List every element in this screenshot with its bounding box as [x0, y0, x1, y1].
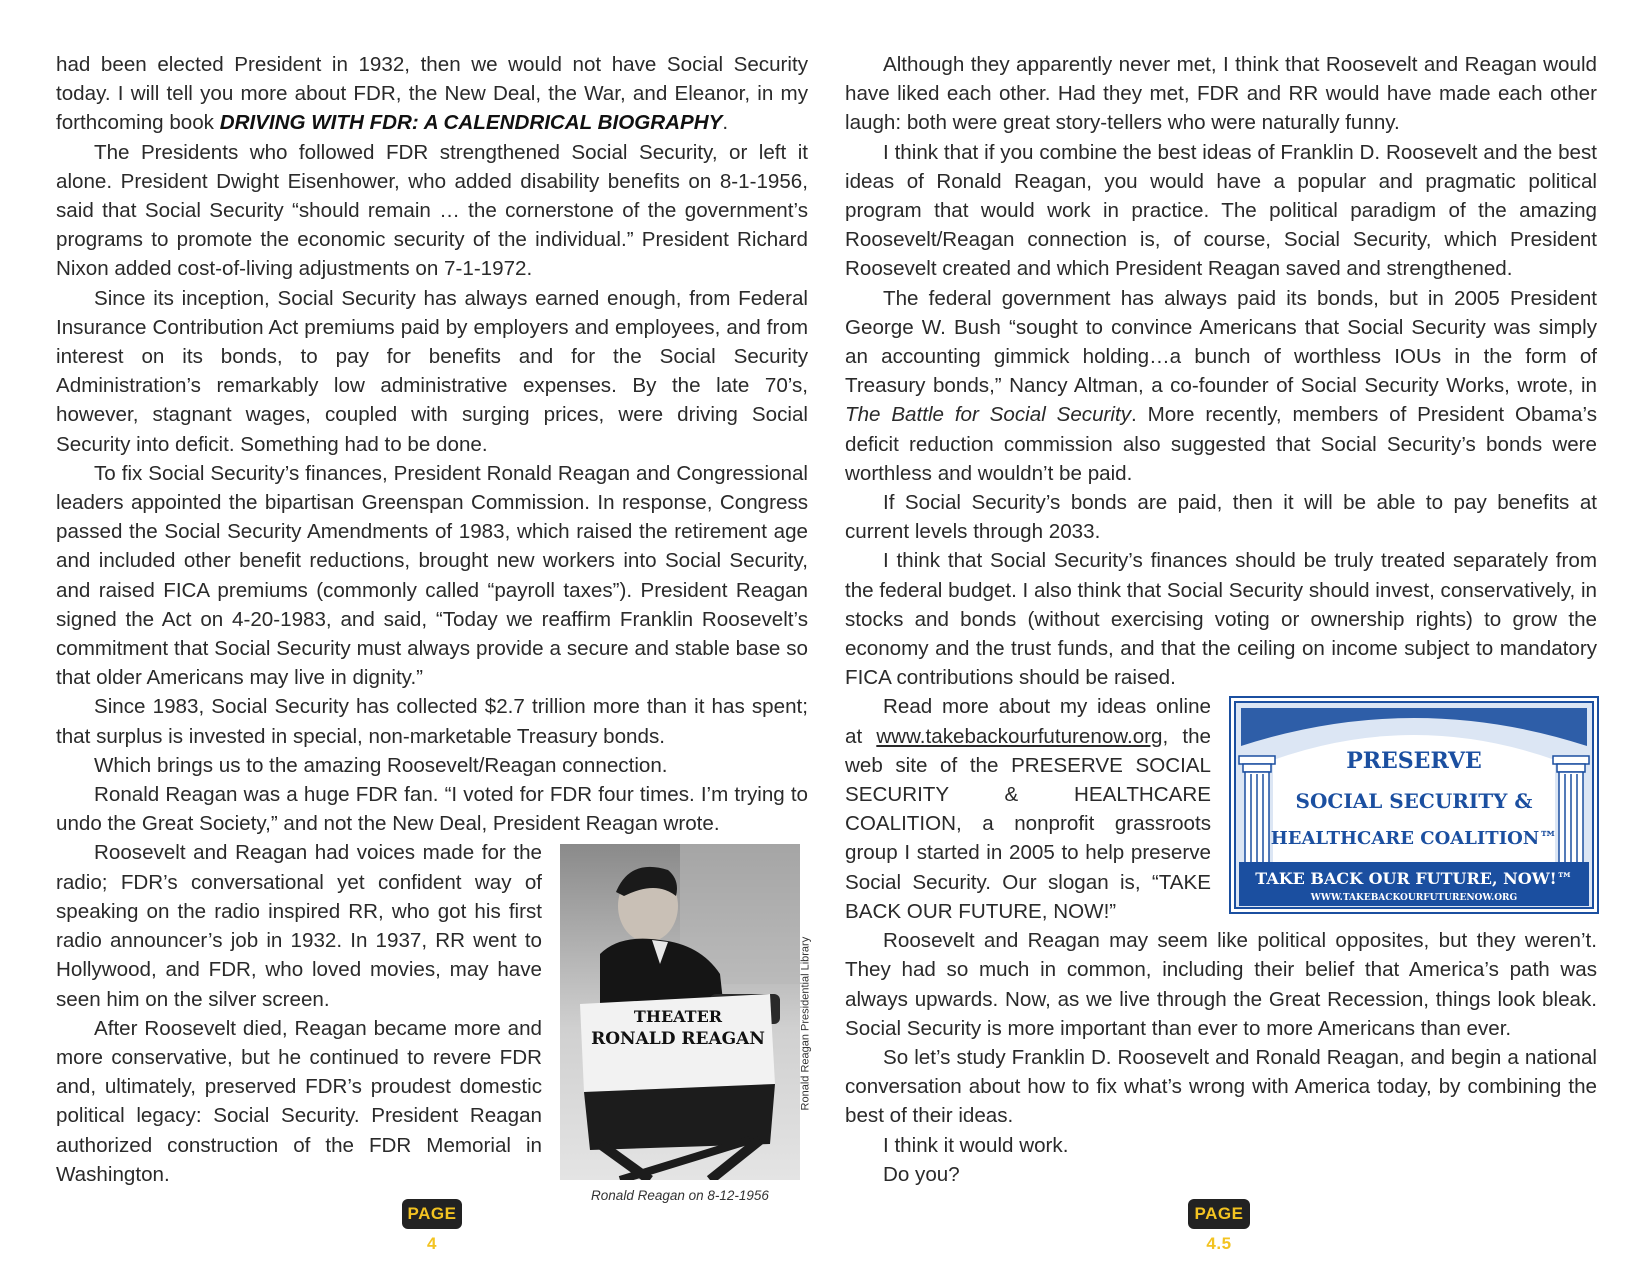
logo-line2: SOCIAL SECURITY & [1295, 789, 1533, 814]
paragraph-text: had been elected President in 1932, then we would not have Social Security today. I will tell you more about FDR, the New Deal, the War, and Eleanor, in my forthcoming book [56, 53, 808, 135]
paragraph-text: , the web site of the PRESERVE SOCIAL SECURITY & HEALTHCARE COALITION, a nonprofit grassroots group I started in 2005 to help preserve Social Security. Our slogan is, “TAKE BACK OUR FUTURE, NOW!” [845, 724, 1211, 923]
photo-illustration [560, 844, 800, 1180]
page-number-right: PAGE 4.5 [1188, 1199, 1250, 1229]
paragraph-text: . More recently, members of President Obama’s deficit reduction commission also suggested that Social Security’s bonds were worthless and wouldn’t be paid. [845, 403, 1598, 485]
column-left-icon [1239, 756, 1275, 876]
paragraph: If Social Security’s bonds are paid, then it will be able to pay benefits at current levels through 2033. [845, 491, 1597, 544]
paragraph: I think it would work. [883, 1133, 1069, 1157]
book-title: The Battle for Social Security [845, 403, 1132, 427]
paragraph: Since 1983, Social Security has collected $2.7 trillion more than it has spent; that surplus is invested in special, non-marketable Treasury bonds. [56, 695, 808, 748]
chair-name-text: RONALD REAGAN [591, 1029, 765, 1050]
paragraph: I think that Social Security’s finances should be truly treated separately from the federal budget. I also think that Social Security should invest, conservatively, in stocks and bonds (without exercising voting or ownership rights) to grow the economy and the trust funds, and that the ceiling on income subject to mandatory FICA contributions should be raised. [845, 549, 1597, 690]
paragraph: Since its inception, Social Security has always earned enough, from Federal Insurance Contribution Act premiums paid by employers and employees, and from interest on its bonds, to pay for benefits and for the Social Security Administration’s remarkably low administrative expenses. By the late 70’s, however, stagnant wages, coupled with surging prices, were driving Social Security into deficit. Something had to be done. [56, 286, 808, 456]
reagan-photo-figure [560, 844, 812, 1204]
paragraph: I think that if you combine the best ideas of Franklin D. Roosevelt and the best ideas of Ronald Reagan, you would have a popular and pragmatic political program that would work in practice. The political paradigm of the amazing Roosevelt/Reagan connection is, of course, Social Security, which President Roosevelt created and which President Reagan saved and strengthened. [845, 140, 1597, 281]
paragraph: Do you? [883, 1162, 960, 1186]
coalition-logo-graphic [1229, 696, 1599, 914]
website-link[interactable]: www.takebackourfuturenow.org [876, 724, 1163, 748]
reagan-photo [560, 844, 800, 1180]
paragraph: After Roosevelt died, Reagan became more and more conservative, but he continued to revere FDR and, ultimately, preserved FDR’s proudest domestic political legacy: Social Security. President Reagan authorized construction of the FDR Memorial in Washington. [56, 1016, 542, 1186]
right-column [845, 50, 1597, 1189]
page-number-left: PAGE 4 [402, 1199, 462, 1229]
paragraph-text: . [722, 111, 729, 135]
logo-url: WWW.TAKEBACKOURFUTURENOW.ORG [1310, 893, 1518, 904]
paragraph: Ronald Reagan was a huge FDR fan. “I voted for FDR four times. I’m trying to undo the Great Society,” and not the New Deal, President Reagan wrote. [56, 783, 808, 836]
paragraph: Although they apparently never met, I think that Roosevelt and Reagan would have liked each other. Had they met, FDR and RR would have made each other laugh: both were great story-tellers who were naturally funny. [845, 53, 1597, 135]
paragraph: Which brings us to the amazing Roosevelt/Reagan connection. [94, 753, 668, 777]
paragraph: To fix Social Security’s finances, President Ronald Reagan and Congressional leaders appointed the bipartisan Greenspan Commission. In response, Congress passed the Social Security Amendments of 1983, which raised the retirement age and included other benefit reductions, brought new workers into Social Security, and raised FICA premiums (commonly called “payroll taxes”). President Reagan signed the Act on 4-20-1983, and said, “Today we reaffirm Franklin Roosevelt’s commitment that Social Security must always provide a secure and stable base so that older Americans may live in dignity.” [56, 461, 808, 690]
paragraph-text: The federal government has always paid its bonds, but in 2005 President George W. Bush “sought to convince Americans that Social Security was simply an accounting gimmick holding…a bunch of worthless IOUs in the form of Treasury bonds,” Nancy Altman, a co-founder of Social Security Works, wrote, in [845, 286, 1597, 398]
logo-slogan: TAKE BACK OUR FUTURE, NOW!™ [1255, 869, 1573, 889]
left-column [56, 50, 812, 1204]
column-right-icon [1553, 756, 1589, 876]
logo-line1: PRESERVE [1346, 748, 1482, 775]
paragraph: So let’s study Franklin D. Roosevelt and Ronald Reagan, and begin a national conversation about how to fix what’s wrong with America today, by combining the best of their ideas. [845, 1045, 1597, 1128]
paragraph: The Presidents who followed FDR strengthened Social Security, or left it alone. President Dwight Eisenhower, who added disability benefits on 8-1-1956, said that Social Security “should remain … the cornerstone of the government’s programs to promote the economic security of the individual.” President Richard Nixon added cost-of-living adjustments on 7-1-1972. [56, 140, 808, 281]
chair-theater-text: THEATER [633, 1007, 723, 1027]
photo-credit [800, 844, 812, 1180]
paragraph: Roosevelt and Reagan may seem like political opposites, but they weren’t. They had so much in common, including their belief that America’s path was always upwards. Now, as we live through the Great Recession, things look bleak. Social Security is more important than ever to more Americans than ever. [845, 929, 1597, 1040]
logo-line3: HEALTHCARE COALITION™ [1270, 828, 1558, 850]
photo-credit-text: Ronald Reagan Presidential Library [799, 937, 812, 1111]
paragraph-text: Read more about my ideas online at [845, 695, 1211, 748]
paragraph [845, 284, 1597, 488]
photo-caption: Ronald Reagan on 8-12-1956 [591, 1188, 769, 1204]
book-title: DRIVING WITH FDR: A CALENDRICAL BIOGRAPHY [219, 111, 723, 135]
paragraph [56, 50, 808, 138]
coalition-logo [1229, 696, 1599, 914]
paragraph: Roosevelt and Reagan had voices made for the radio; FDR’s conversational yet confident way of speaking on the radio inspired RR, who got his first radio announcer’s job in 1932. In 1937, RR went to Hollywood, and FDR, who loved movies, may have seen him on the silver screen. [56, 841, 542, 1011]
